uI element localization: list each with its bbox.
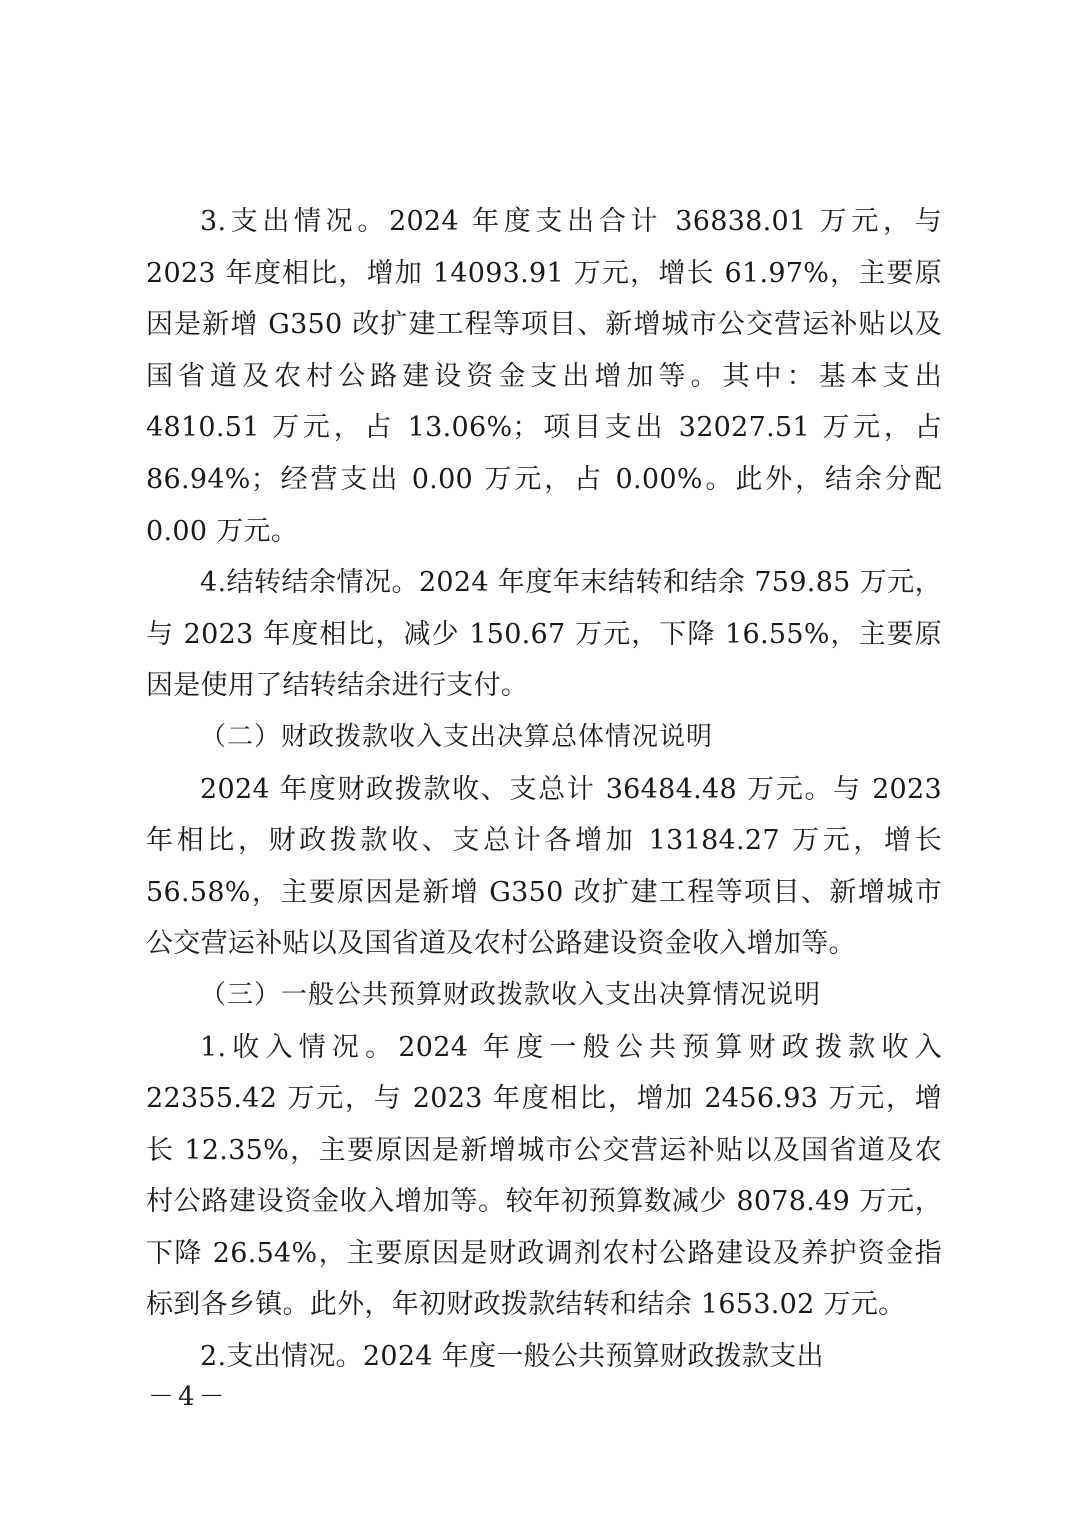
section2-heading: （二）财政拨款收入支出决算总体情况说明 bbox=[200, 721, 714, 752]
paragraph-section3-income: 1.收入情况。2024 年度一般公共预算财政拨款收入 22355.42 万元，与 2023 年度相比，增加 2456.93 万元，增长 12.35%，主要原因是新增城市公交营运补贴以及国省道及农村公路建设资金收入增加等。较年初预算数减少 8078.49 万元，下降 26.54%，主要原因是财政调剂农村公路建设及养护资金指标到各乡镇。此外，年初财政拨款结转和结余 1653.02 万元。 bbox=[146, 1031, 942, 1321]
document-body bbox=[146, 196, 942, 1383]
paragraph-expenditure: 3.支出情况。2024 年度支出合计 36838.01 万元，与 2023 年度相比，增加 14093.91 万元，增长 61.97%，主要原因是新增 G350 改扩建工程等项目、新增城市公交营运补贴以及国省道及农村公路建设资金支出增加等。其中：基本支出 4810.51 万元，占 13.06%；项目支出 32027.51 万元，占 86.94%；经营支出 0.00 万元，占 0.00%。此外，结余分配 0.00 万元。 bbox=[146, 206, 942, 547]
section3-heading: （三）一般公共预算财政拨款收入支出决算情况说明 bbox=[200, 979, 822, 1010]
page-number: －4－ bbox=[148, 1382, 229, 1412]
paragraph-carryover: 4.结转结余情况。2024 年度年末结转和结余 759.85 万元，与 2023 年度相比，减少 150.67 万元，下降 16.55%，主要原因是使用了结转结余进行支付。 bbox=[146, 567, 942, 702]
paragraph-section3-expenditure: 2.支出情况。2024 年度一般公共预算财政拨款支出 bbox=[200, 1341, 824, 1373]
paragraph-section2-body: 2024 年度财政拨款收、支总计 36484.48 万元。与 2023 年相比，财政拨款收、支总计各增加 13184.27 万元，增长 56.58%，主要原因是新增 G350 改扩建工程等项目、新增城市公交营运补贴以及国省道及农村公路建设资金收入增加等。 bbox=[146, 773, 942, 960]
